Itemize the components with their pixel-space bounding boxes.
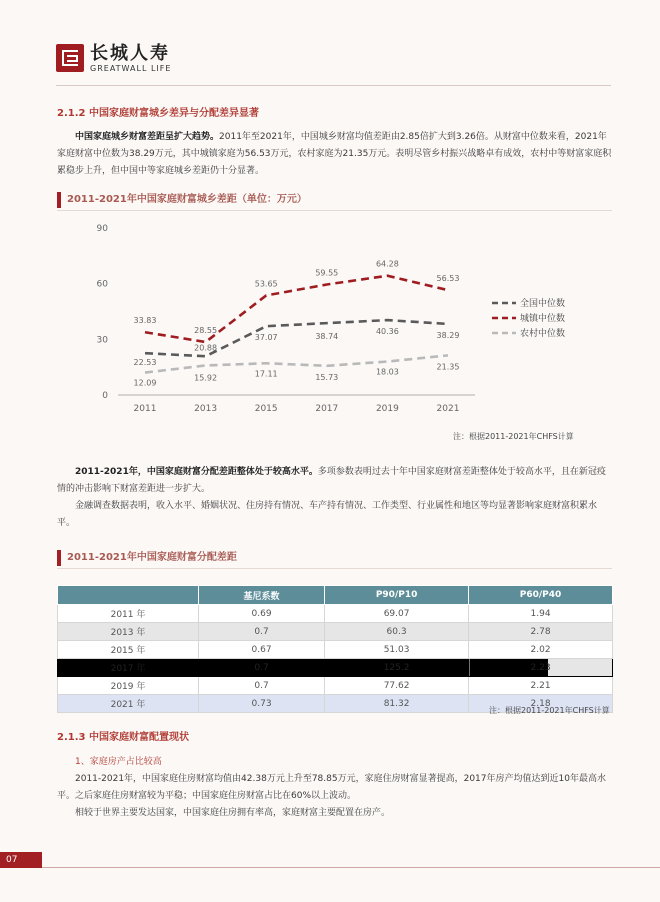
table-cell-year: 2011 年 (58, 605, 199, 623)
chart-note: 注：根据2011-2021年CHFS计算 (453, 432, 574, 441)
y-tick-label: 90 (96, 224, 108, 234)
title-marker (57, 550, 61, 566)
table-cell-year: 2013 年 (58, 623, 199, 641)
data-label: 12.09 (133, 378, 157, 388)
section2-paragraph2: 金融调查数据表明，收入水平、婚姻状况、住房持有情况、车产持有情况、工作类型、行业属性和地区等均显著影响家庭财富积累水平。 (57, 501, 598, 528)
table-cell-p90: 60.3 (325, 623, 469, 641)
table-cell-gini: 0.69 (199, 605, 325, 623)
table-header-cell: P60/P40 (469, 586, 613, 605)
subsection-title: 1、家庭房产占比较高 (75, 757, 162, 767)
table-cell-p60: 1.94 (469, 605, 613, 623)
table-cell-p60: 2.78 (469, 623, 613, 641)
series-line (145, 276, 448, 342)
x-tick-label: 2015 (254, 404, 278, 414)
table-row-highlighted (58, 659, 613, 677)
y-tick-label: 0 (102, 391, 108, 401)
table-cell-p90: 125.2 (325, 659, 469, 677)
section1-body: 2011年至2021年，中国城乡财富均值差距由2.85倍扩大到3.26倍。从财富中位数来看，2021年家庭财富中位数为38.29万元，其中城镇家庭为56.53万元，农村家庭为21.35万元。表明尽管乡村振兴战略卓有成效，农村中等财富家庭积累稳步上升，但中国中等家庭城乡差距仍十分显著。 (57, 132, 612, 176)
data-label: 40.36 (375, 327, 399, 337)
data-label: 38.29 (436, 330, 460, 340)
table-cell-p90: 69.07 (325, 605, 469, 623)
table-title-bar (57, 548, 612, 569)
data-label: 33.83 (133, 316, 157, 326)
table-cell-p60: 2.02 (469, 641, 613, 659)
series-line (145, 355, 448, 372)
y-tick-label: 60 (96, 279, 108, 290)
table-header-cell: P90/P10 (325, 586, 469, 605)
data-label: 18.03 (375, 367, 399, 377)
series-line (145, 320, 448, 356)
data-label: 15.73 (315, 372, 339, 382)
table-row (58, 623, 613, 641)
data-label: 22.53 (133, 358, 157, 368)
data-label: 21.35 (436, 362, 460, 372)
table-cell-p90: 77.62 (325, 677, 469, 695)
table-cell-gini: 0.7 (199, 659, 325, 677)
table-cell-gini: 0.7 (199, 623, 325, 641)
legend-label: 农村中位数 (520, 329, 566, 339)
brand-name-cn: 长城人寿 (90, 43, 170, 64)
section2-body: 多项参数表明过去十年中国家庭财富差距整体处于较高水平，且在新冠疫情的冲击影响下财富差距进一步扩大。 (57, 467, 606, 494)
x-tick-label: 2021 (436, 404, 460, 414)
table-cell-p60: 2.18 (469, 695, 613, 713)
data-label: 15.92 (194, 373, 218, 383)
table-cell-gini: 0.7 (199, 677, 325, 695)
table-cell-year: 2015 年 (58, 641, 199, 659)
table-title: 2011-2021年中国家庭财富分配差距 (67, 552, 237, 563)
x-tick-label: 2011 (133, 404, 157, 414)
data-label: 38.74 (315, 332, 339, 342)
table-row (58, 605, 613, 623)
brand-name-en: GREATWALL LIFE (90, 64, 172, 73)
table-cell-p90: 51.03 (325, 641, 469, 659)
chart-title: 2011-2021年中国家庭财富城乡差距（单位：万元） (67, 194, 307, 205)
legend-label: 城镇中位数 (520, 314, 566, 324)
line-chart (0, 0, 660, 430)
section2-paragraph1 (57, 464, 613, 498)
x-tick-label: 2013 (194, 404, 218, 414)
data-label: 37.07 (254, 333, 278, 343)
wealth-distribution-table (57, 585, 613, 713)
data-label: 17.11 (254, 369, 278, 379)
table-header-cell (58, 586, 199, 605)
legend-label: 全国中位数 (520, 299, 566, 309)
data-label: 56.53 (436, 274, 460, 284)
page-number: 07 (6, 855, 18, 865)
section1-lead: 中国家庭城乡财富差距呈扩大趋势。 (75, 132, 220, 142)
section3-paragraph2: 相较于世界主要发达国家，中国家庭住房拥有率高，家庭财富主要配置在房产。 (75, 808, 391, 818)
data-label: 53.65 (254, 279, 278, 289)
data-label: 28.55 (194, 326, 218, 336)
y-tick-label: 30 (96, 335, 108, 346)
data-label: 20.88 (194, 343, 218, 353)
table-cell-year: 2021 年 (58, 695, 199, 713)
table-cell-gini: 0.67 (199, 641, 325, 659)
table-cell-year: 2019 年 (58, 677, 199, 695)
x-tick-label: 2017 (315, 404, 339, 414)
table-row (58, 677, 613, 695)
table-cell-p60: 2.23 (469, 659, 613, 677)
section-title-2-1-3: 2.1.3 中国家庭财富配置现状 (57, 732, 189, 743)
table-row (58, 641, 613, 659)
x-tick-label: 2019 (375, 404, 399, 414)
footer-divider (42, 867, 660, 868)
data-label: 64.28 (375, 259, 399, 269)
data-label: 59.55 (315, 268, 339, 278)
section3-paragraph1: 2011-2021年，中国家庭住房财富均值由42.38万元上升至78.85万元，家庭住房财富显著提高，2017年房产均值达到近10年最高水平。之后家庭住房财富较为平稳；中国家庭住房财富占比在60%以上波动。 (57, 774, 606, 801)
table-cell-p90: 81.32 (325, 695, 469, 713)
section-title-2-1-2: 2.1.2 中国家庭财富城乡差异与分配差异显著 (57, 108, 259, 119)
table-cell-year: 2017 年 (58, 659, 199, 677)
section2-lead: 2011-2021年，中国家庭财富分配差距整体处于较高水平。 (75, 467, 318, 477)
table-cell-p60: 2.21 (469, 677, 613, 695)
table-note: 注：根据2011-2021年CHFS计算 (489, 706, 610, 715)
table-header-cell: 基尼系数 (199, 586, 325, 605)
table-cell-gini: 0.73 (199, 695, 325, 713)
table-header-row (58, 586, 613, 605)
